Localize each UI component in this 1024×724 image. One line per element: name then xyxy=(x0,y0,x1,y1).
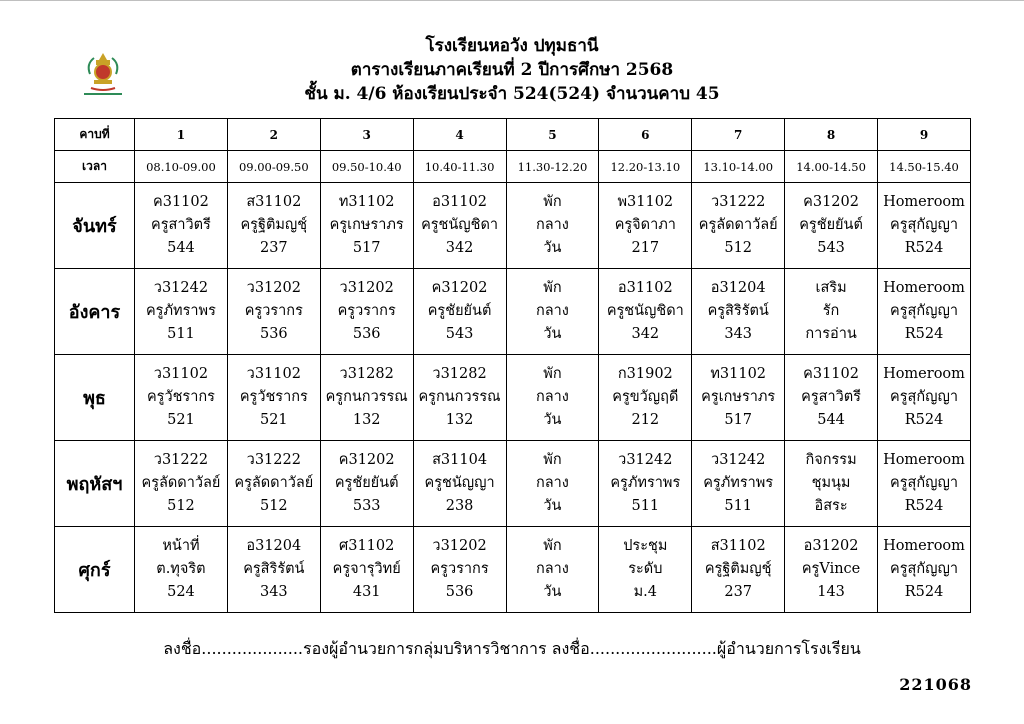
schedule-cell xyxy=(135,355,228,441)
room-number: 512 xyxy=(167,498,195,514)
schedule-cell xyxy=(413,269,506,355)
teacher-name: ครูกนกวรรณ xyxy=(418,389,501,405)
schedule-cell xyxy=(413,355,506,441)
time-row xyxy=(55,151,971,183)
subject-code: ว31202 xyxy=(432,538,487,554)
subject-code: ว31222 xyxy=(711,194,766,210)
teacher-name: ต.ทุจริต xyxy=(156,561,206,577)
room-number: 212 xyxy=(631,412,660,428)
schedule-cell xyxy=(320,527,413,613)
subject-code: ว31282 xyxy=(432,366,487,382)
teacher-name: ครูสุกัญญา xyxy=(890,217,958,233)
schedule-cell xyxy=(878,355,971,441)
subject-code: ว31242 xyxy=(153,280,209,296)
teacher-name: ครูชนัญชิดา xyxy=(421,217,499,233)
room-number: 342 xyxy=(631,326,660,342)
schedule-cell xyxy=(599,441,692,527)
schedule-cell xyxy=(785,183,878,269)
day-name: จันทร์ xyxy=(55,183,135,269)
day-row xyxy=(55,441,971,527)
subject-code: ว31202 xyxy=(246,280,301,296)
subject-code: อ31204 xyxy=(710,280,766,296)
room-number: วัน xyxy=(543,584,562,600)
room-number: 342 xyxy=(445,240,474,256)
teacher-name: ครูภัทราพร xyxy=(703,475,774,491)
teacher-name: ครูสิริรัตน์ xyxy=(243,561,305,577)
subject-code: พัก xyxy=(543,194,562,210)
subject-code: ท31102 xyxy=(338,194,395,210)
day-row xyxy=(55,527,971,613)
subject-code: อ31102 xyxy=(432,194,487,210)
subject-code: ศ31102 xyxy=(339,538,395,554)
subject-code: ว31282 xyxy=(339,366,394,382)
teacher-name: ครูชัยยันต์ xyxy=(427,303,492,319)
period-number: 4 xyxy=(413,119,506,151)
teacher-name: ครูVince xyxy=(801,561,861,577)
schedule-cell xyxy=(506,441,599,527)
schedule-cell xyxy=(413,441,506,527)
room-number: 533 xyxy=(352,498,381,514)
period-time: 09.50-10.40 xyxy=(320,151,413,183)
room-number: 237 xyxy=(259,240,288,256)
subject-code: กิจกรรม xyxy=(805,452,857,468)
room-number: วัน xyxy=(543,240,562,256)
schedule-cell xyxy=(413,183,506,269)
teacher-name: ครูชนัญชิดา xyxy=(606,303,684,319)
room-number: R524 xyxy=(904,326,944,342)
teacher-name: ครูสุกัญญา xyxy=(890,389,958,405)
schedule-cell xyxy=(878,183,971,269)
subject-code: พัก xyxy=(543,538,562,554)
teacher-name: กลาง xyxy=(535,303,569,319)
room-number: 543 xyxy=(445,326,474,342)
room-number: 512 xyxy=(259,498,288,514)
room-number: 544 xyxy=(817,412,845,428)
subject-code: Homeroom xyxy=(883,280,965,296)
room-number: 237 xyxy=(724,584,753,600)
teacher-name: ครูจารุวิทย์ xyxy=(332,561,401,577)
subject-code: พัก xyxy=(543,366,562,382)
room-number: 511 xyxy=(724,498,753,514)
schedule-cell xyxy=(878,269,971,355)
teacher-name: รัก xyxy=(822,303,840,319)
teacher-name: ครูขวัญฤดี xyxy=(612,389,679,405)
period-time: 12.20-13.10 xyxy=(599,151,692,183)
teacher-name: ครูสาวิตรี xyxy=(151,217,211,233)
schedule-cell xyxy=(135,183,228,269)
teacher-name: ครูลัดดาวัลย์ xyxy=(234,475,314,491)
period-number: 7 xyxy=(692,119,785,151)
schedule-cell xyxy=(135,269,228,355)
room-number: 511 xyxy=(167,326,195,342)
subject-code: พ31102 xyxy=(617,194,674,210)
schedule-cell xyxy=(227,527,320,613)
timetable xyxy=(54,118,971,613)
schedule-cell xyxy=(599,355,692,441)
subject-code: ว31102 xyxy=(246,366,301,382)
subject-code: ค31202 xyxy=(803,194,859,210)
teacher-name: ครูวัชรากร xyxy=(239,389,308,405)
subject-code: ค31102 xyxy=(803,366,859,382)
schedule-cell xyxy=(227,269,320,355)
time-label: เวลา xyxy=(55,151,135,183)
teacher-name: ครูวัชรากร xyxy=(146,389,215,405)
subject-code: ว31242 xyxy=(618,452,673,468)
schedule-cell xyxy=(785,441,878,527)
schedule-cell xyxy=(506,269,599,355)
teacher-name: ครูเกษราภร xyxy=(329,217,404,233)
subject-code: ว31102 xyxy=(153,366,209,382)
period-number: 3 xyxy=(320,119,413,151)
room-number: R524 xyxy=(904,498,944,514)
period-header-row xyxy=(55,119,971,151)
room-number: วัน xyxy=(543,412,562,428)
schedule-cell xyxy=(785,269,878,355)
teacher-name: ครูสุกัญญา xyxy=(890,303,958,319)
room-number: 132 xyxy=(445,412,474,428)
schedule-cell xyxy=(692,269,785,355)
room-number: 343 xyxy=(259,584,288,600)
subject-code: ประชุม xyxy=(623,538,668,554)
teacher-name: ครูวรากร xyxy=(337,303,396,319)
schedule-cell xyxy=(135,441,228,527)
subject-code: อ31102 xyxy=(617,280,673,296)
subject-code: ว31222 xyxy=(246,452,301,468)
schedule-cell xyxy=(320,441,413,527)
teacher-name: ครูชนัญญา xyxy=(424,475,495,491)
room-number: การอ่าน xyxy=(805,326,857,342)
subject-code: ว31222 xyxy=(153,452,209,468)
schedule-cell xyxy=(227,355,320,441)
schedule-cell xyxy=(320,183,413,269)
subject-code: ว31242 xyxy=(711,452,766,468)
schedule-cell xyxy=(227,441,320,527)
teacher-name: ครูภัทราพร xyxy=(610,475,681,491)
subject-code: ค31202 xyxy=(431,280,488,296)
period-time: 10.40-11.30 xyxy=(413,151,506,183)
room-number: R524 xyxy=(904,412,944,428)
period-time: 08.10-09.00 xyxy=(135,151,228,183)
subject-code: พัก xyxy=(543,280,562,296)
teacher-name: ครูวรากร xyxy=(430,561,489,577)
room-number: 511 xyxy=(631,498,660,514)
room-number: 517 xyxy=(352,240,381,256)
document-header xyxy=(0,34,1024,106)
teacher-name: ครูฐิติมญชุ์ xyxy=(704,561,772,577)
signature-line: ลงชื่อ....................รองผู้อำนวยการกลุ่มบริหารวิชาการ ลงชื่อ.........................ผู้อำนวยการโรงเรียน xyxy=(163,639,861,658)
day-name: ศุกร์ xyxy=(55,527,135,613)
room-number: วัน xyxy=(543,498,562,514)
teacher-name: ครูสุกัญญา xyxy=(890,475,958,491)
document-code: 221068 xyxy=(899,675,972,694)
teacher-name: ครูชัยยันต์ xyxy=(334,475,399,491)
subject-code: ค31202 xyxy=(338,452,395,468)
day-name: พฤหัสฯ xyxy=(55,441,135,527)
room-number: ม.4 xyxy=(633,584,658,600)
schedule-cell xyxy=(413,527,506,613)
term-title: ตารางเรียนภาคเรียนที่ 2 ปีการศึกษา 2568 xyxy=(350,60,674,80)
room-number: 536 xyxy=(445,584,474,600)
subject-code: ส31102 xyxy=(710,538,766,554)
teacher-name: กลาง xyxy=(535,475,569,491)
period-time: 13.10-14.00 xyxy=(692,151,785,183)
period-number: 9 xyxy=(878,119,971,151)
subject-code: Homeroom xyxy=(883,194,965,210)
schedule-cell xyxy=(506,355,599,441)
subject-code: ท31102 xyxy=(710,366,767,382)
room-number: 343 xyxy=(724,326,753,342)
teacher-name: กลาง xyxy=(535,217,569,233)
schedule-cell xyxy=(599,183,692,269)
subject-code: อ31202 xyxy=(803,538,859,554)
room-number: 132 xyxy=(352,412,381,428)
schedule-cell xyxy=(506,527,599,613)
room-number: 544 xyxy=(167,240,195,256)
subject-code: Homeroom xyxy=(883,366,965,382)
schedule-cell xyxy=(692,183,785,269)
schedule-cell xyxy=(506,183,599,269)
room-number: 536 xyxy=(259,326,288,342)
room-number: R524 xyxy=(904,240,944,256)
schedule-cell xyxy=(785,355,878,441)
teacher-name: ครูลัดดาวัลย์ xyxy=(141,475,221,491)
teacher-name: ครูสุกัญญา xyxy=(890,561,958,577)
room-number: 431 xyxy=(352,584,381,600)
period-time: 14.00-14.50 xyxy=(785,151,878,183)
room-number: 543 xyxy=(817,240,845,256)
schedule-cell xyxy=(320,269,413,355)
schedule-cell xyxy=(320,355,413,441)
subject-code: ค31102 xyxy=(153,194,209,210)
teacher-name: ครูฐิติมญชุ์ xyxy=(240,217,308,233)
room-number: อิสระ xyxy=(814,498,848,514)
schedule-cell xyxy=(692,527,785,613)
subject-code: Homeroom xyxy=(883,452,965,468)
room-number: 143 xyxy=(817,584,845,600)
teacher-name: กลาง xyxy=(535,389,569,405)
teacher-name: ครูกนกวรรณ xyxy=(325,389,408,405)
day-name: พุธ xyxy=(55,355,135,441)
subject-code: พัก xyxy=(543,452,562,468)
schedule-cell xyxy=(135,527,228,613)
subject-code: ส31102 xyxy=(246,194,302,210)
subject-code: อ31204 xyxy=(246,538,302,554)
period-time: 11.30-12.20 xyxy=(506,151,599,183)
schedule-cell xyxy=(599,269,692,355)
room-number: 521 xyxy=(259,412,288,428)
schedule-cell xyxy=(878,441,971,527)
subject-code: หน้าที่ xyxy=(162,538,200,554)
schedule-cell xyxy=(692,355,785,441)
period-number: 8 xyxy=(785,119,878,151)
room-number: 524 xyxy=(167,584,195,600)
class-info: ชั้น ม. 4/6 ห้องเรียนประจำ 524(524) จำนวนคาบ 45 xyxy=(304,84,720,104)
room-number: R524 xyxy=(904,584,944,600)
room-number: วัน xyxy=(543,326,562,342)
subject-code: ว31202 xyxy=(339,280,394,296)
teacher-name: ชุมนุม xyxy=(811,475,851,491)
teacher-name: ครูภัทราพร xyxy=(145,303,216,319)
day-row xyxy=(55,183,971,269)
room-number: 536 xyxy=(352,326,381,342)
period-time: 09.00-09.50 xyxy=(227,151,320,183)
teacher-name: ครูจิดาภา xyxy=(614,217,676,233)
schedule-cell xyxy=(878,527,971,613)
schedule-cell xyxy=(227,183,320,269)
teacher-name: ครูลัดดาวัลย์ xyxy=(698,217,778,233)
period-time: 14.50-15.40 xyxy=(878,151,971,183)
period-number: 1 xyxy=(135,119,228,151)
subject-code: Homeroom xyxy=(883,538,965,554)
teacher-name: ครูเกษราภร xyxy=(701,389,776,405)
schedule-cell xyxy=(785,527,878,613)
subject-code: เสริม xyxy=(815,280,847,296)
teacher-name: ครูสาวิตรี xyxy=(801,389,861,405)
day-row xyxy=(55,355,971,441)
subject-code: ก31902 xyxy=(617,366,673,382)
schedule-cell xyxy=(599,527,692,613)
room-number: 517 xyxy=(724,412,753,428)
room-number: 521 xyxy=(167,412,195,428)
period-number: 5 xyxy=(506,119,599,151)
period-number: 2 xyxy=(227,119,320,151)
subject-code: ส31104 xyxy=(432,452,488,468)
period-label: คาบที่ xyxy=(55,119,135,151)
room-number: 217 xyxy=(631,240,660,256)
room-number: 238 xyxy=(445,498,474,514)
day-name: อังคาร xyxy=(55,269,135,355)
school-name: โรงเรียนหอวัง ปทุมธานี xyxy=(425,36,599,56)
top-rule xyxy=(0,0,1024,1)
room-number: 512 xyxy=(724,240,753,256)
period-number: 6 xyxy=(599,119,692,151)
teacher-name: ครูวรากร xyxy=(244,303,303,319)
day-row xyxy=(55,269,971,355)
schedule-cell xyxy=(692,441,785,527)
teacher-name: กลาง xyxy=(535,561,569,577)
teacher-name: ครูสิริรัตน์ xyxy=(707,303,769,319)
teacher-name: ครูชัยยันต์ xyxy=(799,217,863,233)
teacher-name: ระดับ xyxy=(628,561,663,577)
